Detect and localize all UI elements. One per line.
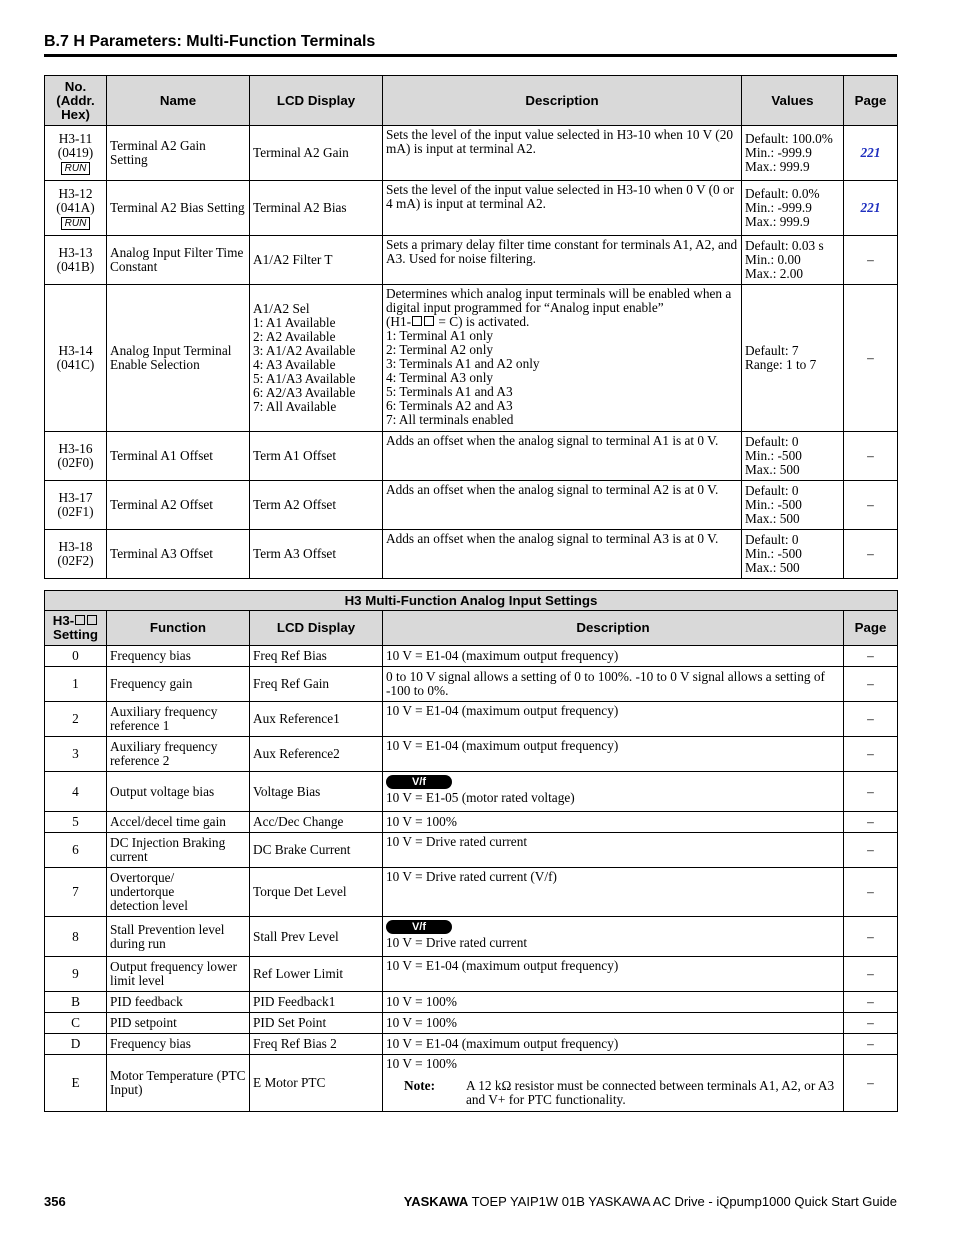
table-row xyxy=(45,812,898,833)
lcd-display: Freq Ref Bias 2 xyxy=(250,1034,383,1055)
page-ref: – xyxy=(844,1055,898,1112)
value-max: Max.: 2.00 xyxy=(745,266,803,281)
setting-value: 9 xyxy=(45,957,107,992)
param-name: Terminal A1 Offset xyxy=(107,432,250,481)
col-header-setting xyxy=(45,611,107,646)
col-header-function: Function xyxy=(107,611,250,646)
lcd-display: PID Set Point xyxy=(250,1013,383,1034)
table-row xyxy=(45,917,898,957)
param-values xyxy=(742,236,844,285)
value-min: Min.: 0.00 xyxy=(745,252,801,267)
param-number: H3-11 xyxy=(58,130,93,146)
table-row xyxy=(45,992,898,1013)
lcd-display: PID Feedback1 xyxy=(250,992,383,1013)
description-text: 10 V = Drive rated current xyxy=(386,935,528,950)
param-address: (02F0) xyxy=(57,455,94,470)
param-name: Analog Input Terminal Enable Selection xyxy=(107,285,250,432)
function-line: undertorque xyxy=(110,884,175,899)
value-max: Max.: 500 xyxy=(745,511,800,526)
page-ref: – xyxy=(844,236,898,285)
lcd-line: 2: A2 Available xyxy=(253,329,336,344)
page-link[interactable]: 221 xyxy=(844,126,898,181)
param-no xyxy=(45,530,107,579)
col-header-description: Description xyxy=(383,76,742,126)
setting-description: 10 V = E1-04 (maximum output frequency) xyxy=(383,702,844,737)
desc-option: 1: Terminal A1 only xyxy=(386,328,494,343)
value-min: Min.: -999.9 xyxy=(745,200,812,215)
description-text: 10 V = E1-05 (motor rated voltage) xyxy=(386,790,575,805)
lcd-display: DC Brake Current xyxy=(250,833,383,868)
table-row xyxy=(45,285,898,432)
param-no xyxy=(45,126,107,181)
value-default: Default: 0.03 s xyxy=(745,238,824,253)
function-name: Stall Prevention level during run xyxy=(107,917,250,957)
value-max: Max.: 999.9 xyxy=(745,214,810,229)
setting-description xyxy=(383,772,844,812)
lcd-line: 1: A1 Available xyxy=(253,315,336,330)
value-default: Default: 0 xyxy=(745,532,799,547)
param-address: (041C) xyxy=(56,357,95,372)
setting-description: 10 V = 100% xyxy=(383,1013,844,1034)
value-default: Default: 7 xyxy=(745,343,799,358)
lcd-display: Torque Det Level xyxy=(250,868,383,917)
placeholder-box-icon xyxy=(412,316,422,326)
page-ref: – xyxy=(844,992,898,1013)
page-ref: – xyxy=(844,530,898,579)
param-address: (041B) xyxy=(56,259,95,274)
function-name: Output voltage bias xyxy=(107,772,250,812)
lcd-line: 3: A1/A2 Available xyxy=(253,343,356,358)
table-row xyxy=(45,1034,898,1055)
note-text: A 12 kΩ resistor must be connected between terminals A1, A2, or A3 and V+ for PTC functionality. xyxy=(466,1078,835,1107)
param-name: Analog Input Filter Time Constant xyxy=(107,236,250,285)
page-ref: – xyxy=(844,646,898,667)
function-name xyxy=(107,868,250,917)
function-line: Overtorque/ xyxy=(110,870,175,885)
desc-intro: Determines which analog input terminals will be enabled when a digital input programmed for “Analog input enable” xyxy=(386,286,732,315)
page-ref: – xyxy=(844,432,898,481)
setting-value: 1 xyxy=(45,667,107,702)
setting-value: 0 xyxy=(45,646,107,667)
value-max: Max.: 500 xyxy=(745,462,800,477)
setting-description xyxy=(383,917,844,957)
param-no xyxy=(45,481,107,530)
table-row xyxy=(45,181,898,236)
param-number: H3-13 xyxy=(58,245,93,260)
function-line: detection level xyxy=(110,898,188,913)
table-row xyxy=(45,432,898,481)
setting-value: B xyxy=(45,992,107,1013)
table-row xyxy=(45,236,898,285)
param-lcd: Term A3 Offset xyxy=(250,530,383,579)
function-name: PID feedback xyxy=(107,992,250,1013)
lcd-line: 4: A3 Available xyxy=(253,357,336,372)
section-title: B.7 H Parameters: Multi-Function Terminals xyxy=(44,33,376,50)
page-ref: – xyxy=(844,1034,898,1055)
page-number: 356 xyxy=(44,1194,66,1209)
setting-description: 10 V = 100% xyxy=(383,992,844,1013)
param-description xyxy=(383,285,742,432)
col-header-no: No. (Addr. Hex) xyxy=(45,76,107,126)
param-no xyxy=(45,236,107,285)
page-ref: – xyxy=(844,481,898,530)
desc-option: 4: Terminal A3 only xyxy=(386,370,494,385)
param-values xyxy=(742,530,844,579)
value-default: Default: 0 xyxy=(745,483,799,498)
value-range: Range: 1 to 7 xyxy=(745,357,817,372)
col-header-lcd: LCD Display xyxy=(250,76,383,126)
vf-badge-icon: V/f xyxy=(386,920,452,934)
param-address: (02F2) xyxy=(57,553,94,568)
table-row xyxy=(45,481,898,530)
param-lcd: Term A1 Offset xyxy=(250,432,383,481)
run-badge-icon: RUN xyxy=(61,162,91,175)
setting-description: 10 V = Drive rated current xyxy=(383,833,844,868)
value-max: Max.: 999.9 xyxy=(745,159,810,174)
placeholder-box-icon xyxy=(87,615,97,625)
table-row xyxy=(45,1055,898,1112)
value-default: Default: 100.0% xyxy=(745,131,833,146)
param-description: Adds an offset when the analog signal to terminal A2 is at 0 V. xyxy=(383,481,742,530)
setting-value: D xyxy=(45,1034,107,1055)
desc-option: 2: Terminal A2 only xyxy=(386,342,494,357)
value-min: Min.: -500 xyxy=(745,448,802,463)
setting-value: 7 xyxy=(45,868,107,917)
parameter-table xyxy=(44,75,898,579)
param-lcd: Term A2 Offset xyxy=(250,481,383,530)
param-description: Adds an offset when the analog signal to terminal A1 is at 0 V. xyxy=(383,432,742,481)
param-address: (02F1) xyxy=(57,504,94,519)
setting-value: E xyxy=(45,1055,107,1112)
col-header-name: Name xyxy=(107,76,250,126)
param-name: Terminal A2 Offset xyxy=(107,481,250,530)
footer-brand: YASKAWA xyxy=(403,1194,469,1209)
lcd-display: Voltage Bias xyxy=(250,772,383,812)
table-row xyxy=(45,126,898,181)
run-badge-icon: RUN xyxy=(61,217,91,230)
lcd-line: A1/A2 Sel xyxy=(253,301,310,316)
param-number: H3-17 xyxy=(58,490,93,505)
page-ref: – xyxy=(844,285,898,432)
page-ref: – xyxy=(844,868,898,917)
lcd-display: Freq Ref Bias xyxy=(250,646,383,667)
table-title-row xyxy=(45,591,898,611)
function-name: Frequency gain xyxy=(107,667,250,702)
param-name: Terminal A2 Gain Setting xyxy=(107,126,250,181)
page-link[interactable]: 221 xyxy=(844,181,898,236)
col-header-page: Page xyxy=(844,611,898,646)
table-row xyxy=(45,833,898,868)
param-address: (041A) xyxy=(56,199,95,215)
param-number: H3-16 xyxy=(58,441,93,456)
page-ref: – xyxy=(844,702,898,737)
desc-intro-post: = C) is activated. xyxy=(435,314,530,329)
lcd-display: Stall Prev Level xyxy=(250,917,383,957)
setting-value: 6 xyxy=(45,833,107,868)
setting-value: C xyxy=(45,1013,107,1034)
function-name: DC Injection Braking current xyxy=(107,833,250,868)
table-row xyxy=(45,957,898,992)
table-row xyxy=(45,702,898,737)
value-default: Default: 0 xyxy=(745,434,799,449)
lcd-line: 7: All Available xyxy=(253,399,337,414)
function-name: Frequency bias xyxy=(107,646,250,667)
col-header-lcd: LCD Display xyxy=(250,611,383,646)
col-header-values: Values xyxy=(742,76,844,126)
setting-value: 8 xyxy=(45,917,107,957)
param-name: Terminal A2 Bias Setting xyxy=(107,181,250,236)
lcd-display: Aux Reference2 xyxy=(250,737,383,772)
page-ref: – xyxy=(844,957,898,992)
param-values xyxy=(742,481,844,530)
setting-description: 0 to 10 V signal allows a setting of 0 to 100%. -10 to 0 V signal allows a setting of -100 to 0%. xyxy=(383,667,844,702)
function-name: Motor Temperature (PTC Input) xyxy=(107,1055,250,1112)
lcd-display: Ref Lower Limit xyxy=(250,957,383,992)
table-row xyxy=(45,530,898,579)
value-min: Min.: -999.9 xyxy=(745,145,812,160)
setting-description xyxy=(383,1055,844,1112)
lcd-display: Aux Reference1 xyxy=(250,702,383,737)
setting-description: 10 V = E1-04 (maximum output frequency) xyxy=(383,1034,844,1055)
setting-suffix: Setting xyxy=(52,627,99,642)
param-no xyxy=(45,285,107,432)
param-values xyxy=(742,432,844,481)
lcd-display: E Motor PTC xyxy=(250,1055,383,1112)
function-name: Accel/decel time gain xyxy=(107,812,250,833)
desc-option: 7: All terminals enabled xyxy=(386,412,514,427)
setting-value: 3 xyxy=(45,737,107,772)
setting-description: 10 V = E1-04 (maximum output frequency) xyxy=(383,957,844,992)
table-row xyxy=(45,646,898,667)
lcd-line: 6: A2/A3 Available xyxy=(253,385,356,400)
value-max: Max.: 500 xyxy=(745,560,800,575)
desc-intro-setting xyxy=(386,315,738,329)
setting-value: 2 xyxy=(45,702,107,737)
param-number: H3-14 xyxy=(58,343,93,358)
page-ref: – xyxy=(844,667,898,702)
table-row xyxy=(45,772,898,812)
col-header-description: Description xyxy=(383,611,844,646)
analog-input-settings-table xyxy=(44,590,898,1112)
desc-option: 6: Terminals A2 and A3 xyxy=(386,398,513,413)
param-address: (0419) xyxy=(57,144,94,160)
param-number: H3-18 xyxy=(58,539,93,554)
page-ref: – xyxy=(844,772,898,812)
setting-value: 4 xyxy=(45,772,107,812)
col-header-page: Page xyxy=(844,76,898,126)
page-ref: – xyxy=(844,812,898,833)
param-lcd: A1/A2 Filter T xyxy=(250,236,383,285)
param-description: Sets the level of the input value selected in H3-10 when 0 V (0 or 4 mA) is input at terminal A2. xyxy=(383,181,742,236)
setting-description: 10 V = E1-04 (maximum output frequency) xyxy=(383,646,844,667)
page-ref: – xyxy=(844,833,898,868)
value-default: Default: 0.0% xyxy=(745,186,820,201)
param-no xyxy=(45,432,107,481)
placeholder-box-icon xyxy=(424,316,434,326)
title-rule xyxy=(44,54,897,57)
param-values xyxy=(742,285,844,432)
table-row xyxy=(45,737,898,772)
function-name: Output frequency lower limit level xyxy=(107,957,250,992)
param-description: Sets a primary delay filter time constant for terminals A1, A2, and A3. Used for noise filtering. xyxy=(383,236,742,285)
setting-description: 10 V = 100% xyxy=(383,812,844,833)
setting-prefix: H3- xyxy=(52,613,75,628)
lcd-display: Freq Ref Gain xyxy=(250,667,383,702)
placeholder-box-icon xyxy=(75,615,85,625)
param-lcd: Terminal A2 Bias xyxy=(250,181,383,236)
param-description: Sets the level of the input value selected in H3-10 when 10 V (20 mA) is input at terminal A2. xyxy=(383,126,742,181)
desc-option: 5: Terminals A1 and A3 xyxy=(386,384,513,399)
function-name: PID setpoint xyxy=(107,1013,250,1034)
note-label: Note: xyxy=(404,1078,436,1093)
param-lcd: Terminal A2 Gain xyxy=(250,126,383,181)
setting-value: 5 xyxy=(45,812,107,833)
param-lcd xyxy=(250,285,383,432)
function-name: Auxiliary frequency reference 2 xyxy=(107,737,250,772)
description-text: 10 V = 100% xyxy=(386,1056,457,1071)
table-row xyxy=(45,1013,898,1034)
table-header-row xyxy=(45,611,898,646)
setting-description: 10 V = Drive rated current (V/f) xyxy=(383,868,844,917)
param-values xyxy=(742,126,844,181)
param-no xyxy=(45,181,107,236)
lcd-line: 5: A1/A3 Available xyxy=(253,371,356,386)
value-min: Min.: -500 xyxy=(745,497,802,512)
note-block xyxy=(386,1079,840,1107)
desc-intro-pre: (H1- xyxy=(386,314,412,329)
page-ref: – xyxy=(844,1013,898,1034)
lcd-display: Acc/Dec Change xyxy=(250,812,383,833)
param-values xyxy=(742,181,844,236)
page-ref: – xyxy=(844,917,898,957)
value-min: Min.: -500 xyxy=(745,546,802,561)
function-name: Frequency bias xyxy=(107,1034,250,1055)
param-description: Adds an offset when the analog signal to terminal A3 is at 0 V. xyxy=(383,530,742,579)
param-name: Terminal A3 Offset xyxy=(107,530,250,579)
table-title: H3 Multi-Function Analog Input Settings xyxy=(45,591,898,611)
page-ref: – xyxy=(844,737,898,772)
setting-description: 10 V = E1-04 (maximum output frequency) xyxy=(383,737,844,772)
table-row xyxy=(45,667,898,702)
desc-option: 3: Terminals A1 and A2 only xyxy=(386,356,540,371)
footer-doc-title xyxy=(404,1194,897,1209)
vf-badge-icon: V/f xyxy=(386,775,452,789)
param-number: H3-12 xyxy=(58,185,93,201)
table-row xyxy=(45,868,898,917)
footer-doc: TOEP YAIP1W 01B YASKAWA AC Drive - iQpump1000 Quick Start Guide xyxy=(468,1194,897,1209)
table-header-row xyxy=(45,76,898,126)
function-name: Auxiliary frequency reference 1 xyxy=(107,702,250,737)
